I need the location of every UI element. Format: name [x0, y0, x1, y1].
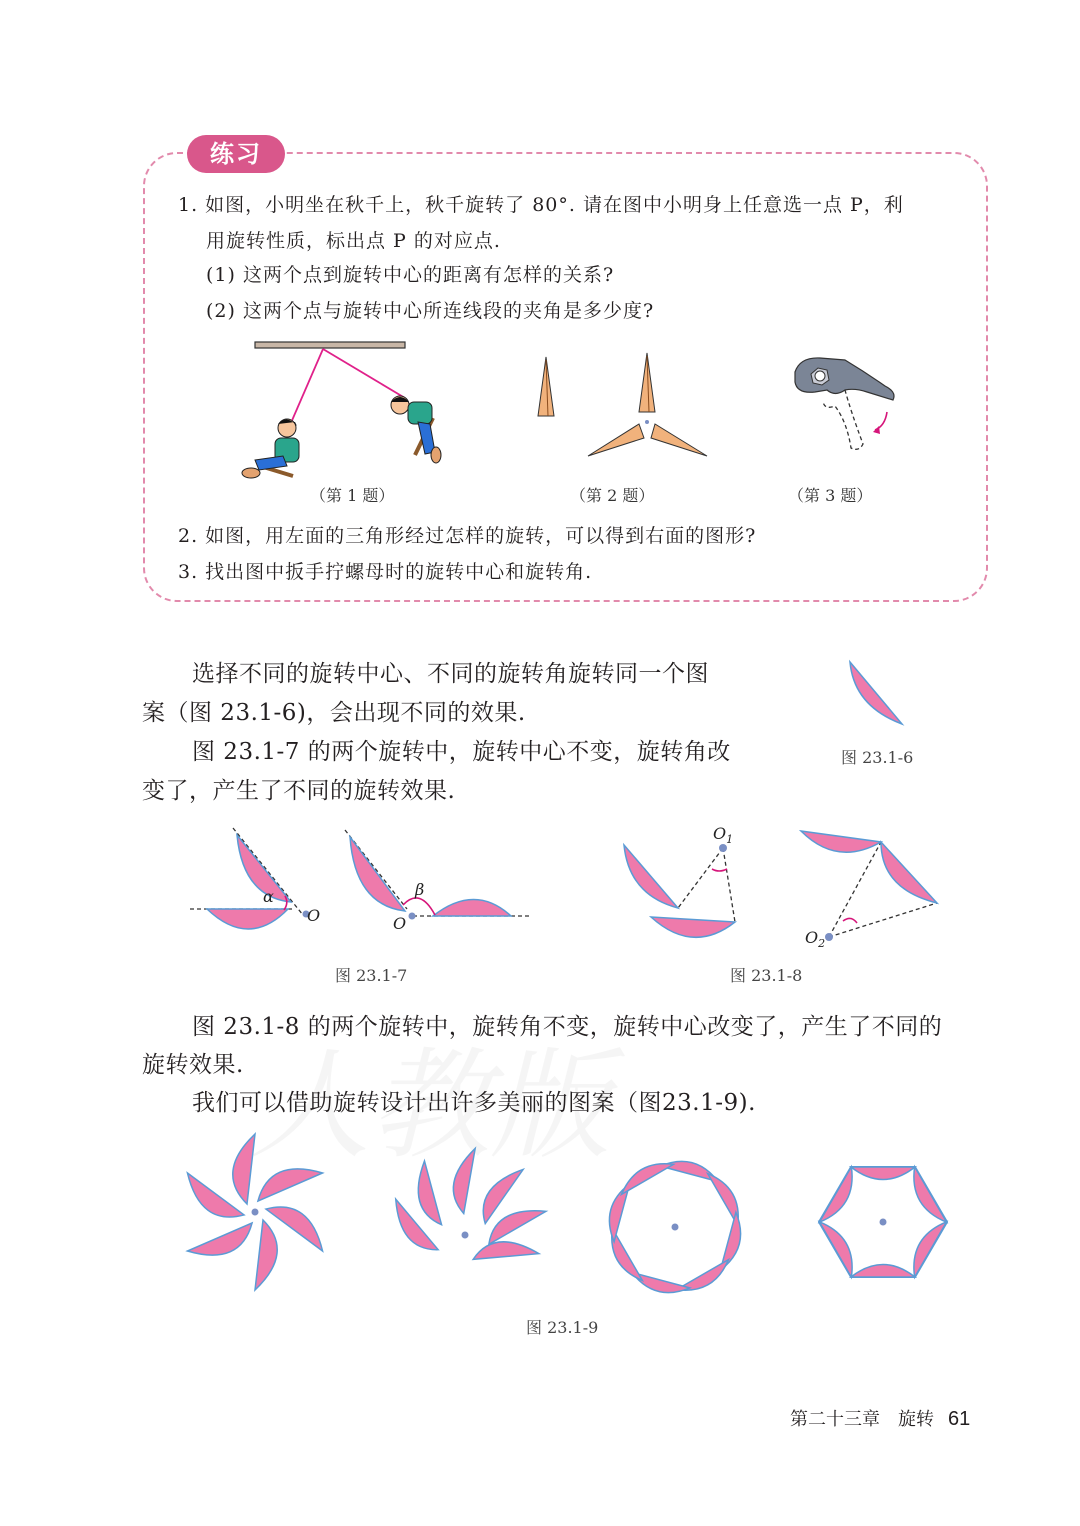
paragraph-1-line-2: 案（图 23.1-6)，会出现不同的效果. [142, 700, 526, 726]
figure-23-1-7 [185, 825, 535, 935]
question-2: 2. 如图，用左面的三角形经过怎样的旋转，可以得到右面的图形? [178, 525, 757, 547]
origin-label-left: O [307, 906, 321, 925]
figure-23-1-8 [615, 825, 945, 950]
figure-23-1-9-ring [600, 1155, 750, 1300]
figure-23-1-7-caption: 图 23.1-7 [335, 966, 408, 985]
swing-figure [225, 340, 465, 480]
origin-label-right: O [393, 914, 407, 933]
page-footer [790, 1405, 970, 1431]
question-1-sub-1: (1) 这两个点到旋转中心的距离有怎样的关系? [206, 264, 615, 286]
figure-23-1-6 [840, 660, 910, 730]
question-1-line-1: 1. 如图，小明坐在秋千上，秋千旋转了 80°. 请在图中小明身上任意选一点 P，利 [178, 194, 904, 216]
caption-question-3: （第 3 题） [788, 486, 873, 505]
question-3: 3. 找出图中扳手拧螺母时的旋转中心和旋转角. [178, 561, 593, 583]
figure-23-1-9-hexagon [815, 1160, 955, 1285]
wrench-figure [785, 352, 900, 462]
o1-label: $O_1$ [713, 824, 734, 846]
triangles-figure [530, 350, 720, 460]
chapter-title: 第二十三章 旋转 [790, 1409, 934, 1430]
exercise-tag: 练习 [187, 135, 285, 173]
caption-question-2: （第 2 题） [570, 486, 655, 505]
o2-label: $O_2$ [805, 928, 826, 950]
beta-label: β [415, 880, 425, 899]
paragraph-3-line-2: 旋转效果. [142, 1052, 244, 1078]
figure-23-1-8-caption: 图 23.1-8 [730, 966, 803, 985]
paragraph-2-line-1: 图 23.1-7 的两个旋转中，旋转中心不变，旋转角改 [192, 739, 731, 765]
alpha-label: α [263, 887, 274, 906]
page-number: 61 [948, 1408, 971, 1430]
paragraph-3-line-1: 图 23.1-8 的两个旋转中，旋转角不变，旋转中心改变了，产生了不同的 [192, 1014, 943, 1040]
figure-23-1-9-caption: 图 23.1-9 [526, 1318, 599, 1337]
figure-23-1-9-fan [390, 1150, 550, 1280]
question-1-line-2: 用旋转性质，标出点 P 的对应点. [206, 230, 501, 252]
paragraph-2-line-2: 变了，产生了不同的旋转效果. [142, 778, 456, 804]
question-1-sub-2: (2) 这两个点与旋转中心所连线段的夹角是多少度? [206, 300, 655, 322]
figure-23-1-6-caption: 图 23.1-6 [841, 748, 914, 767]
figure-23-1-9-pinwheel-6 [175, 1130, 335, 1300]
caption-question-1: （第 1 题） [310, 486, 395, 505]
paragraph-4: 我们可以借助旋转设计出许多美丽的图案（图23.1-9). [192, 1090, 756, 1116]
paragraph-1-line-1: 选择不同的旋转中心、不同的旋转角旋转同一个图 [192, 661, 709, 687]
